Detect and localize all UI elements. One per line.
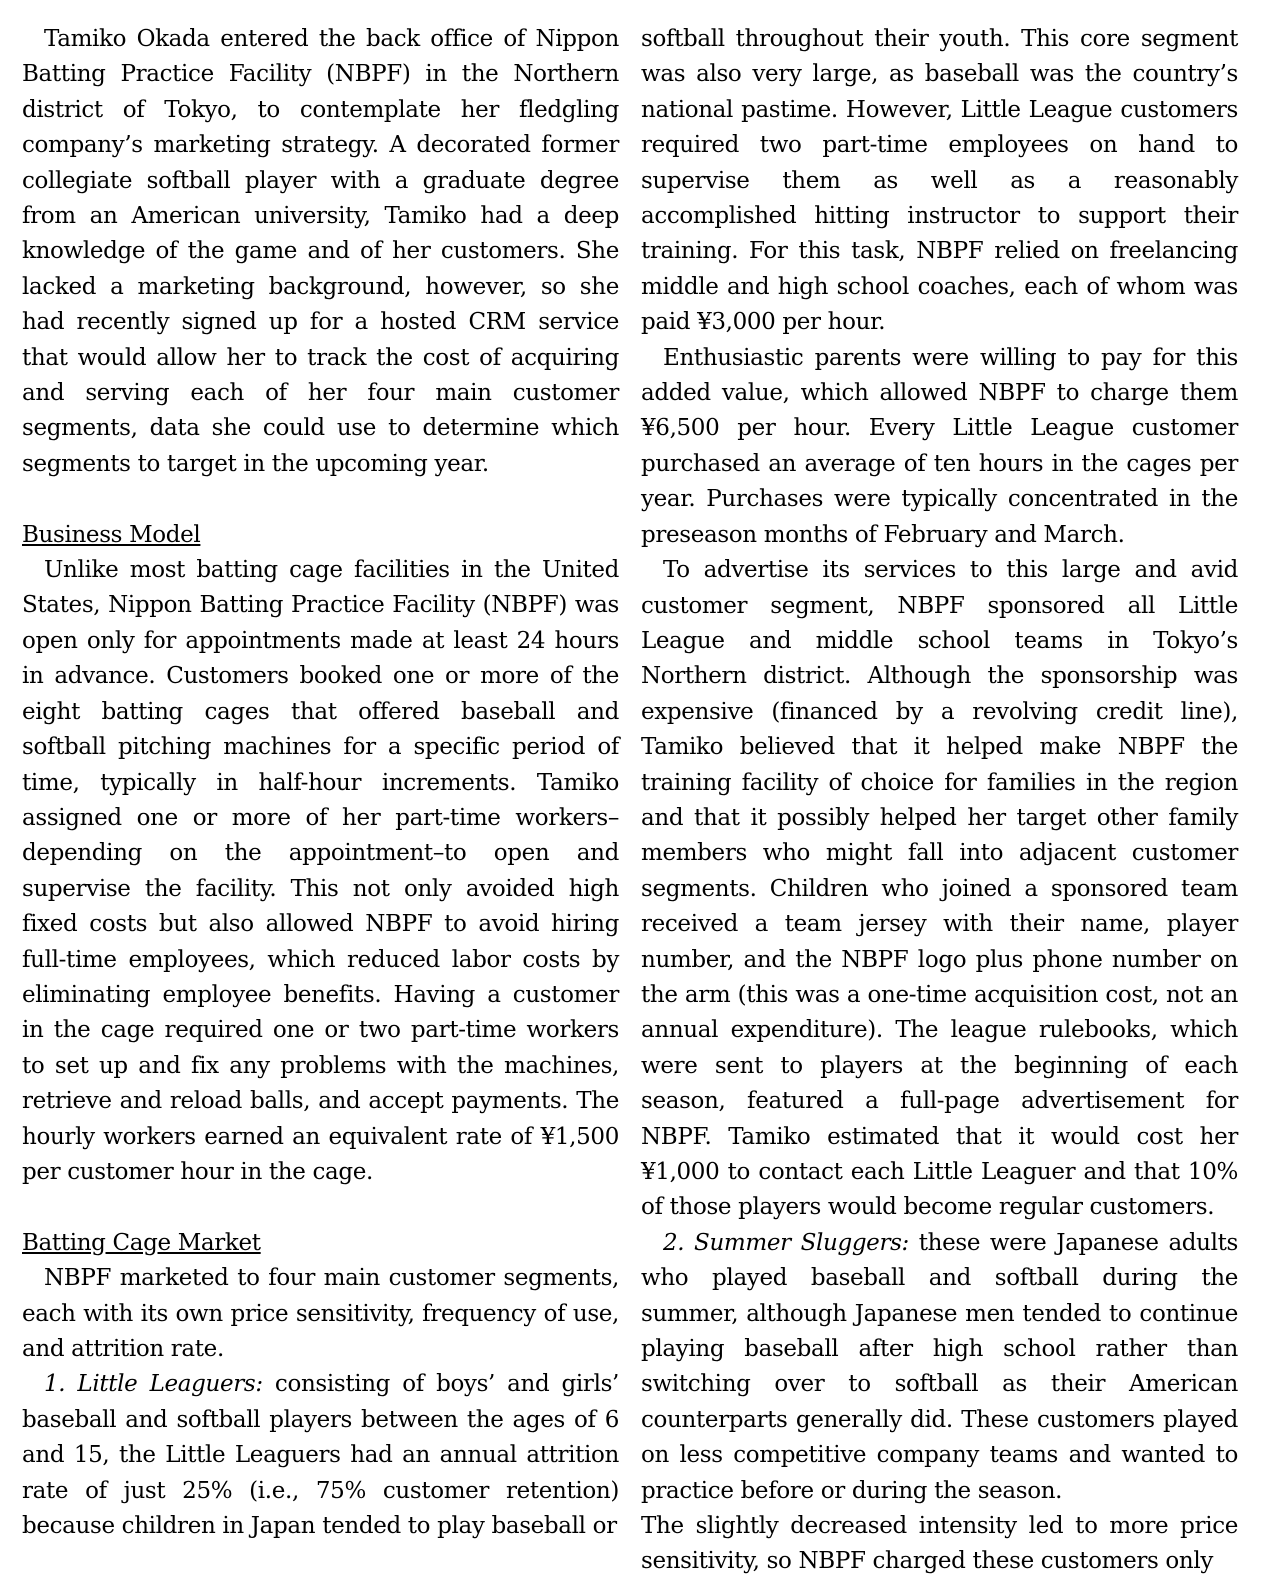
right-column [641,22,1238,1575]
business-model-paragraph: Unlike most batting cage facilities in the United States, Nippon Batting Practice Facility (NBPF) was open only for appointments made at least 24 hours in advance. Customers booked one or more of the eight batting cages that offered baseball and softball pitching machines for a specific period of time, typically in half-hour increments. Tamiko assigned one or more of her part-time workers–depending on the appointment–to open and supervise the facility. This not only avoided high fixed costs but also allowed NBPF to avoid hiring full-time employees, which reduced labor costs by eliminating employee benefits. Having a customer in the cage required one or two part-time workers to set up and fix any problems with the machines, retrieve and reload balls, and accept payments. The hourly workers earned an equivalent rate of ¥1,500 per customer hour in the cage. [22,557,619,1185]
business-model-heading: Business Model [22,521,201,548]
intro-paragraph: Tamiko Okada entered the back office of Nippon Batting Practice Facility (NBPF) in the Northern district of Tokyo, to contemplate her fledgling company’s marketing strategy. A decorated former collegiate softball player with a graduate degree from an American university, Tamiko had a deep knowledge of the game and of her customers. She lacked a marketing background, however, so she had recently signed up for a hosted CRM service that would allow her to track the cost of acquiring and serving each of her four main customer segments, data she could use to determine which segments to target in the upcoming year. [22,26,619,477]
closing-paragraph: The slightly decreased intensity led to more price sensitivity, so NBPF charged these customers only [641,1513,1238,1575]
batting-cage-market-heading: Batting Cage Market [22,1229,261,1256]
segment-little-leaguers-text: consisting of boys’ and girls’ baseball and softball players between the ages of 6 and 15, the Little Leaguers had an annual attrition rate of just 25% (i.e., 75% customer retention) because children in Japan tended to play baseball or [22,1371,619,1540]
left-column [22,22,619,1556]
segment-summer-sluggers-paragraph [641,1226,1238,1509]
parents-paragraph: Enthusiastic parents were willing to pay for this added value, which allowed NBPF to charge them ¥6,500 per hour. Every Little League customer purchased an average of ten hours in the cages per year. Purchases were typically concentrated in the preseason months of February and March. [641,344,1238,548]
segment-summer-sluggers-text: these were Japanese adults who played baseball and softball during the summer, although Japanese men tended to continue playing baseball after high school rather than switching over to softball as their American counterparts generally did. These customers played on less competitive company teams and wanted to practice before or during the season. [641,1229,1238,1504]
segment-little-leaguers-paragraph [22,1367,619,1544]
advertising-paragraph: To advertise its services to this large and avid customer segment, NBPF sponsored all Little League and middle school teams in Tokyo’s Northern district. Although the sponsorship was expensive (financed by a revolving credit line), Tamiko believed that it helped make NBPF the training facility of choice for families in the region and that it possibly helped her target other family members who might fall into adjacent customer segments. Children who joined a sponsored team received a team jersey with their name, player number, and the NBPF logo plus phone number on the arm (this was a one-time acquisition cost, not an annual expenditure). The league rulebooks, which were sent to players at the beginning of each season, featured a full-page advertisement for NBPF. Tamiko estimated that it would cost her ¥1,000 to contact each Little Leaguer and that 10% of those players would become regular customers. [641,557,1238,1221]
continuation-paragraph: softball throughout their youth. This core segment was also very large, as baseball was the country’s national pastime. However, Little League customers required two part-time employees on hand to supervise them as well as a reasonably accomplished hitting instructor to support their training. For this task, NBPF relied on freelancing middle and high school coaches, each of whom was paid ¥3,000 per hour. [641,26,1238,336]
market-paragraph: NBPF marketed to four main customer segments, each with its own price sensitivity, frequency of use, and attrition rate. [22,1265,619,1362]
segment-little-leaguers-label: 1. Little Leaguers: [44,1371,263,1398]
segment-summer-sluggers-label: 2. Summer Sluggers: [663,1229,909,1256]
